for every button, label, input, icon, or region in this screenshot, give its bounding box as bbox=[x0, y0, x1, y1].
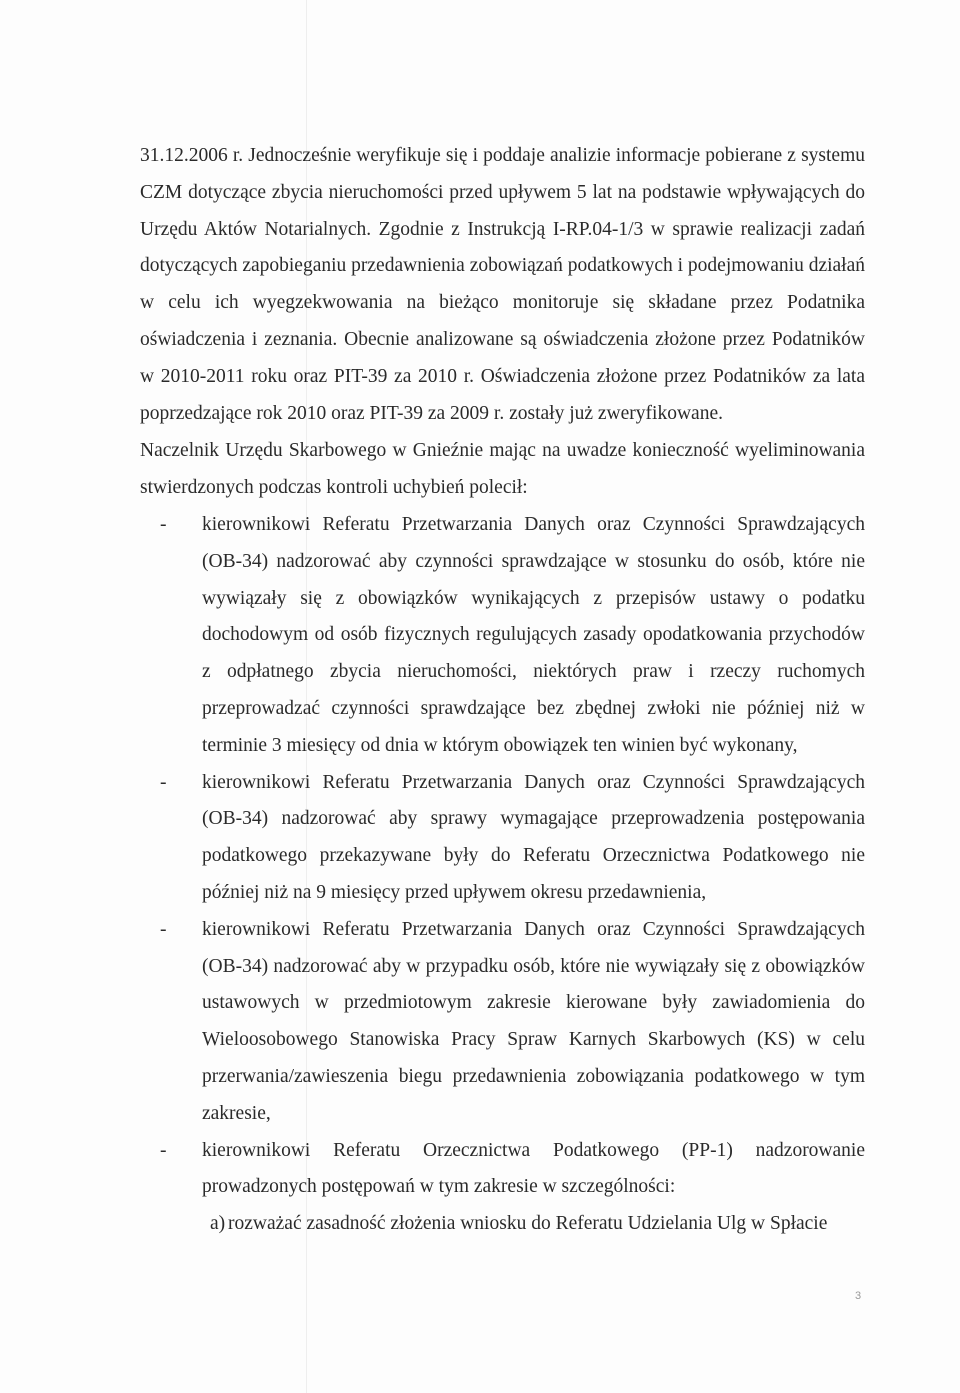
sub-item-text: rozważać zasadność złożenia wniosku do Referatu Udzielania Ulg w Spłacie bbox=[228, 1213, 828, 1235]
recommendations-list bbox=[140, 507, 865, 1206]
recommendation-item: - kierownikowi Referatu Przetwarzania Danych oraz Czynności Sprawdzających (OB-34) nadzorować aby sprawy wymagające przeprowadzenia postępowania podatkowego przekazywane były do Referatu Orzecznictwa Podatkowego nie później niż na 9 miesięcy przed upływem okresu przedawnienia, bbox=[140, 765, 865, 912]
page-number: 3 bbox=[855, 1290, 862, 1302]
paragraph-verification: 31.12.2006 r. Jednocześnie weryfikuje się i poddaje analizie informacje pobierane z systemu CZM dotyczące zbycia nieruchomości przed upływem 5 lat na podstawie wpływających do Urzędu Aktów Notarialnych. Zgodnie z Instrukcją I-RP.04-1/3 w sprawie realizacji zadań dotyczących zapobieganiu przedawnienia zobowiązań podatkowych i podejmowaniu działań w celu ich wyegzekwowania na bieżąco monitoruje się składane przez Podatnika oświadczenia i zeznania. Obecnie analizowane są oświadczenia złożone przez Podatników w 2010-2011 roku oraz PIT-39 za 2010 r. Oświadczenia złożone przez Podatników za lata poprzedzające rok 2010 oraz PIT-39 za 2009 r. zostały już zweryfikowane. bbox=[140, 145, 866, 424]
recommendation-item: - kierownikowi Referatu Orzecznictwa Podatkowego (PP-1) nadzorowanie prowadzonych postępowań w tym zakresie w szczególności: bbox=[140, 1133, 865, 1207]
recommendation-item: - kierownikowi Referatu Przetwarzania Danych oraz Czynności Sprawdzających (OB-34) nadzorować aby czynności sprawdzające w stosunku do osób, które nie wywiązały się z obowiązków wynikających z przepisów ustawy o podatku dochodowym od osób fizycznych regulujących zasady opodatkowania przychodów z odpłatnego zbycia nieruchomości, niektórych praw i rzeczy ruchomych przeprowadzać czynności sprawdzające bez zbędnej zwłoki nie później niż w terminie 3 miesięcy od dnia w którym obowiązek ten winien być wykonany, bbox=[140, 507, 865, 765]
paragraph-naczelnik-order: Naczelnik Urzędu Skarbowego w Gnieźnie mając na uwadze konieczność wyeliminowania stwierdzonych podczas kontroli uchybień polecił: bbox=[140, 440, 865, 499]
sub-items-list bbox=[140, 1206, 865, 1243]
sub-item-marker: a) bbox=[210, 1213, 226, 1235]
sub-item bbox=[202, 1206, 865, 1243]
document-page bbox=[140, 138, 865, 1243]
recommendation-item: - kierownikowi Referatu Przetwarzania Danych oraz Czynności Sprawdzających (OB-34) nadzorować aby w przypadku osób, które nie wywiązały się z obowiązków ustawowych w przedmiotowym zakresie kierowane były zawiadomienia do Wieloosobowego Stanowiska Pracy Spraw Karnych Skarbowych (KS) w celu przerwania/zawieszenia biegu przedawnienia zobowiązania podatkowego w tym zakresie, bbox=[140, 912, 865, 1133]
